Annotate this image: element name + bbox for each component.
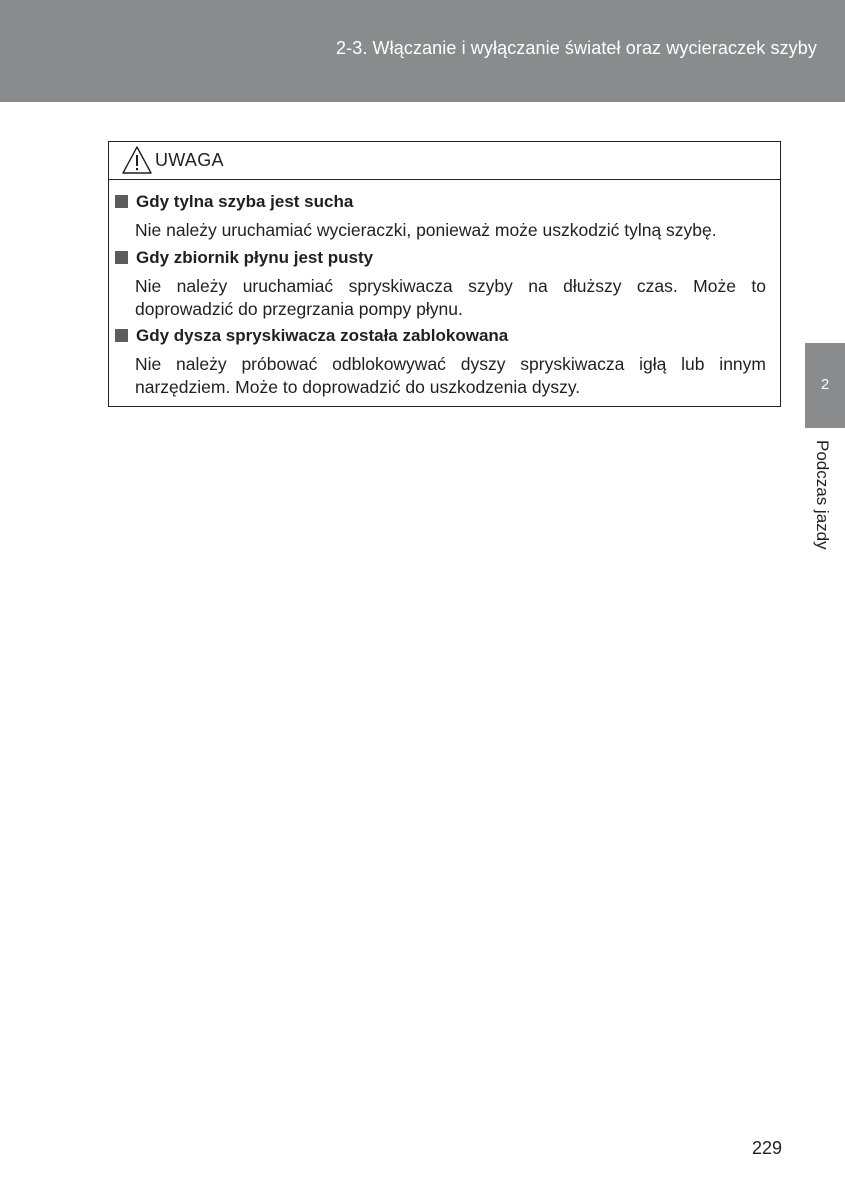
section-body: Nie należy uruchamiać spryskiwacza szyby na dłuższy czas. Może to doprowadzić do przegrzania pompy płynu. bbox=[135, 276, 766, 319]
bullet-square-icon bbox=[115, 329, 128, 342]
chapter-label: Podczas jazdy bbox=[813, 440, 832, 550]
warning-label: UWAGA bbox=[155, 150, 224, 170]
section-body: Nie należy uruchamiać wycieraczki, ponieważ może uszkodzić tylną szybę. bbox=[135, 220, 717, 240]
warning-box bbox=[108, 141, 781, 407]
chapter-tab[interactable] bbox=[805, 343, 845, 428]
header-band bbox=[0, 0, 845, 102]
warning-header bbox=[109, 142, 780, 180]
section-heading: Gdy dysza spryskiwacza została zablokowana bbox=[115, 326, 508, 346]
chapter-title: 2-3. Włączanie i wyłączanie świateł oraz wycieraczek szyby bbox=[336, 38, 817, 58]
bullet-square-icon bbox=[115, 251, 128, 264]
warning-triangle-icon bbox=[121, 145, 153, 175]
section-body: Nie należy próbować odblokowywać dyszy spryskiwacza igłą lub innym narzędziem. Może to doprowadzić do uszkodzenia dyszy. bbox=[135, 354, 766, 397]
bullet-square-icon bbox=[115, 195, 128, 208]
page-number: 229 bbox=[751, 1138, 782, 1158]
section-heading: Gdy tylna szyba jest sucha bbox=[115, 192, 353, 212]
section-heading: Gdy zbiornik płynu jest pusty bbox=[115, 248, 373, 268]
chapter-number: 2 bbox=[820, 376, 830, 393]
